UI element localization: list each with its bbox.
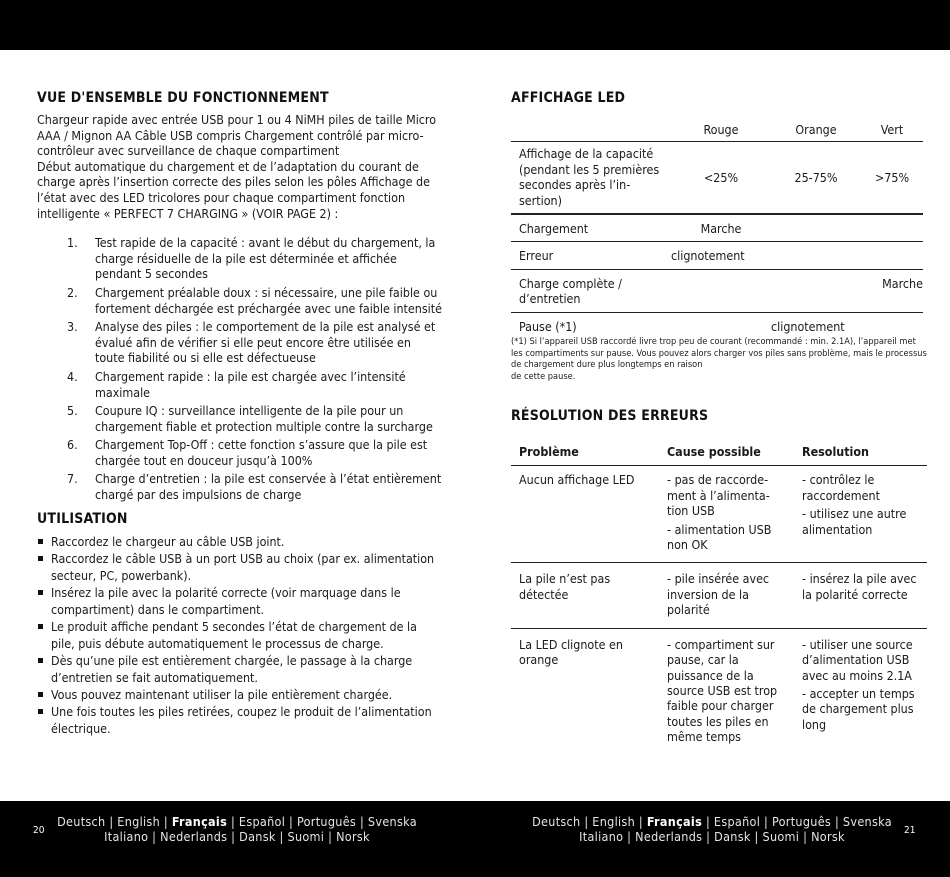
step-text: Chargement préalable doux : si nécessaire, une pile faible ou fortement déchargée est préchargée avec une faible intensité <box>95 284 442 316</box>
list-item: Raccordez le câble USB à un port USB au choix (par ex. alimentation secteur, PC, powerbank). <box>37 550 442 584</box>
list-item: Raccordez le chargeur au câble USB joint. <box>37 533 442 550</box>
table-row <box>511 466 927 563</box>
resolution-item: - utiliser une source d’alimentation USB avec au moins 2.1A <box>802 636 913 683</box>
header-cell-probleme: Problème <box>511 438 659 466</box>
language-list-right <box>512 814 912 844</box>
row-label: Pause (*1) <box>519 318 577 334</box>
cause-item: - alimentation USB non OK <box>667 521 772 553</box>
usage-heading: UTILISATION <box>37 510 128 527</box>
top-black-band <box>0 0 950 50</box>
led-table <box>511 122 923 334</box>
empty-cell <box>671 312 771 334</box>
header-cell-vert: Vert <box>861 122 923 142</box>
overview-paragraph-2: Début automatique du chargement et de l’adaptation du courant de charge après l’insertion correcte des piles selon les pôles Affichage de l’état avec des LED tricolores pour chaque compartiment fonction intelligente « PERFECT 7 CHARGING » (VOIR PAGE 2) : <box>37 158 430 221</box>
table-header-row <box>511 438 927 466</box>
cause-item: - pile insérée avec inversion de la polarité <box>667 571 770 618</box>
right-column <box>511 90 929 755</box>
table-row <box>511 242 923 269</box>
list-item: Dès qu’une pile est entièrement chargée, le passage à la charge d’entretien se fait automatiquement. <box>37 652 442 686</box>
list-item: Vous pouvez maintenant utiliser la pile entièrement chargée. <box>37 686 442 703</box>
overview-paragraph-1: Chargeur rapide avec entrée USB pour 1 ou 4 NiMH piles de taille Micro AAA / Mignon AA Câble USB compris Chargement contrôlé par micro-contrôleur avec surveillance de chaque compartiment <box>37 112 437 159</box>
list-item <box>37 235 442 282</box>
overview-heading: VUE D'ENSEMBLE DU FONCTIONNEMENT <box>37 90 329 106</box>
list-item <box>37 369 442 400</box>
cause-item: - compartiment sur pause, car la puissance de la source USB est trop faible pour charger toutes les piles en même temps <box>667 636 778 745</box>
header-cell-resolution: Resolution <box>794 438 927 466</box>
led-footnote-end: de cette pause. <box>511 370 576 382</box>
row-label: Charge complète / d’entretien <box>511 269 671 312</box>
cause-item: - pas de raccorde-ment à l’alimenta-tion USB <box>667 472 770 519</box>
row-label: Erreur <box>511 242 671 269</box>
problem-cell: Aucun affichage LED <box>511 466 659 563</box>
resolution-cell <box>794 466 927 563</box>
step-number: 4. <box>67 368 78 384</box>
list-item <box>37 471 442 502</box>
row-label: Affichage de la capacité (pendant les 5 premières secondes après l’in-sertion) <box>511 142 671 214</box>
troubleshooting-heading: RÉSOLUTION DES ERREURS <box>511 408 709 425</box>
list-item: Une fois toutes les piles retirées, coupez le produit de l’alimentation électrique. <box>37 703 442 737</box>
cause-cell <box>659 563 794 628</box>
language-line-1 <box>512 814 912 829</box>
cell-value: 25-75% <box>771 142 861 214</box>
step-text: Chargement Top-Off : cette fonction s’assure que la pile est chargée tout en douceur jusqu’à 100% <box>95 437 428 468</box>
step-number: 6. <box>67 437 78 453</box>
problem-cell: La pile n’est pas détectée <box>511 563 659 628</box>
table-row <box>511 214 923 242</box>
current-language: Français <box>646 814 703 829</box>
step-number: 5. <box>67 403 78 419</box>
step-text: Coupure IQ : surveillance intelligente de la pile pour un chargement fiable et protection multiple contre la surcharge <box>95 403 433 434</box>
header-cell-rouge: Rouge <box>671 122 771 142</box>
empty-cell <box>861 214 923 242</box>
page-number-right: 21 <box>904 825 916 836</box>
usage-list <box>37 533 442 737</box>
cell-value: >75% <box>861 142 923 214</box>
step-number: 2. <box>67 284 78 300</box>
cell-value: Marche <box>671 214 771 242</box>
footer-band <box>0 801 950 877</box>
language-line-1 <box>37 814 437 829</box>
empty-cell <box>771 214 861 242</box>
list-item <box>37 437 442 468</box>
step-text: Test rapide de la capacité : avant le début du chargement, la charge résiduelle de la pile est déterminée et affichée pendant 5 secondes <box>95 235 436 282</box>
list-item <box>37 285 442 316</box>
resolution-item: - contrôlez le raccordement <box>802 472 880 503</box>
header-cell-orange: Orange <box>771 122 861 142</box>
page-number-left: 20 <box>33 825 45 836</box>
table-row <box>511 269 923 312</box>
list-item: Le produit affiche pendant 5 secondes l’état de chargement de la pile, puis débute automatiquement le processus de charge. <box>37 618 442 652</box>
table-row <box>511 563 927 628</box>
empty-cell <box>671 269 771 312</box>
resolution-item: - insérez la pile avec la polarité correcte <box>802 571 917 602</box>
cell-value: <25% <box>671 142 771 214</box>
table-row <box>511 628 927 754</box>
step-number: 3. <box>67 319 78 335</box>
step-text: Charge d’entretien : la pile est conservée à l’état entièrement chargé par des impulsions de charge <box>95 471 442 503</box>
header-cell <box>511 122 671 142</box>
current-language: Français <box>171 814 228 829</box>
list-item: Insérez la pile avec la polarité correcte (voir marquage dans le compartiment) dans le compartiment. <box>37 584 442 618</box>
list-item <box>37 403 442 434</box>
table-row <box>511 142 923 214</box>
step-number: 1. <box>67 235 78 251</box>
language-text: Deutsch | English | <box>532 814 647 829</box>
problem-cell: La LED clignote en orange <box>519 636 623 668</box>
empty-cell <box>861 242 923 269</box>
cause-cell <box>659 466 794 563</box>
language-line-2: Italiano | Nederlands | Dansk | Suomi | Norsk <box>104 829 370 844</box>
cell-value: clignotement <box>771 318 845 334</box>
led-heading: AFFICHAGE LED <box>511 90 626 106</box>
resolution-cell <box>794 563 927 628</box>
left-column <box>37 90 442 737</box>
table-header-row <box>511 122 923 142</box>
resolution-cell <box>794 628 927 754</box>
charging-steps-list <box>37 235 442 503</box>
cause-cell <box>659 628 794 754</box>
language-text: | Español | Português | Svenska <box>702 814 892 829</box>
troubleshooting-table <box>511 438 927 754</box>
language-text: | Español | Português | Svenska <box>227 814 417 829</box>
resolution-item: - accepter un temps de chargement plus long <box>802 685 915 732</box>
language-list-left <box>37 814 437 844</box>
cell-value: clignotement <box>671 242 861 269</box>
language-line-2: Italiano | Nederlands | Dansk | Suomi | Norsk <box>579 829 845 844</box>
list-item <box>37 319 442 366</box>
step-text: Chargement rapide : la pile est chargée avec l’intensité maximale <box>95 368 406 400</box>
step-number: 7. <box>67 471 78 487</box>
header-cell-cause: Cause possible <box>659 438 794 466</box>
cell-value: Marche <box>771 269 923 312</box>
led-footnote: (*1) Si l’appareil USB raccordé livre trop peu de courant (recommandé : min. 2.1A), l’appareil met les compartiments sur pause. Vous pouvez alors charger vos piles sans problème, mais le processus de chargement dure plus longtemps en raison <box>511 336 927 371</box>
table-row <box>511 312 923 334</box>
row-label: Chargement <box>511 214 671 242</box>
language-text: Deutsch | English | <box>57 814 172 829</box>
resolution-item: - utilisez une autre alimentation <box>802 506 907 537</box>
step-text: Analyse des piles : le comportement de la pile est analysé et évalué afin de vérifier si elle peut encore être utilisée en toute fiabilité ou si elle est défectueuse <box>95 319 436 366</box>
